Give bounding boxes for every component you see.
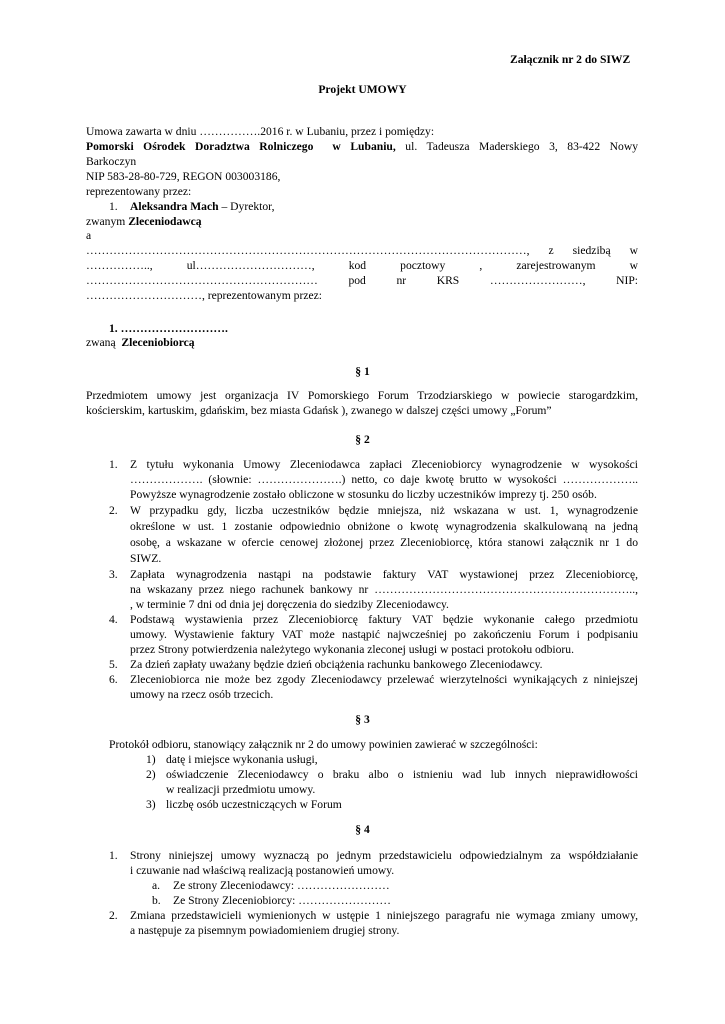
s2-item-1-line-3: Powyższe wynagrodzenie zostało obliczone w stosunku do liczby uczestników imprezy tj. 250 osób. [130,488,597,501]
s3-item-2-line-1: oświadczenie Zleceniodawcy o braku albo o istnieniu wad lub innych nieprawidłowości [166,768,638,781]
s2-item-3-line-2: na wskazany przez niego rachunek bankowy nr ………………………………………………………….., [130,583,638,596]
s2-item-5-line-1: Za dzień zapłaty uważany będzie dzień obciążenia rachunku bankowego Zleceniodawcy. [130,658,543,671]
contractor-rep-line: 1. ………………………. [109,322,228,335]
document-title: Projekt UMOWY [318,83,407,96]
client-rep-number: 1. [109,200,118,213]
called-prefix: zwanym [86,215,126,228]
s4-item-2-number: 2. [109,909,118,922]
s4-sub-b: Ze Strony Zleceniobiorcy: …………………… [173,894,391,907]
contractor-line-3: …………………………………………………… pod nr KRS ……………………, NIP: [86,274,638,287]
s2-item-1-line-1: Z tytułu wykonania Umowy Zleceniodawca zapłaci Zleceniobiorcy wynagrodzenie w wysokości [130,458,638,471]
s2-item-1-number: 1. [109,458,118,471]
section-1-line-2: kościerskim, kartuskim, gdańskim, bez miasta Gdańsk ), zwanego w dalszej części umowy „Forum” [86,404,552,417]
s4-sub-a: Ze strony Zleceniodawcy: …………………… [173,879,390,892]
s2-item-2-line-4: SIWZ. [130,552,162,565]
section-1-heading: § 1 [355,365,370,378]
s2-item-3-line-1: Zapłata wynagrodzenia nastąpi na podstawie faktury VAT wystawionej przez Zleceniobiorcę, [130,568,638,581]
client-org-name: Pomorski Ośrodek Doradztwa Rolniczego [86,140,314,153]
s4-item-1-number: 1. [109,849,118,862]
s2-item-4-number: 4. [109,613,118,626]
section-4-heading: § 4 [355,823,370,836]
s2-item-2-line-1: W przypadku gdy, liczba uczestników będzie mniejsza, niż wskazana w ust. 1, wynagrodzenie [130,504,638,517]
client-org-address: ul. Tadeusza Maderskiego 3, 83-422 Nowy [405,140,638,153]
client-org-city: w Lubaniu, [332,140,396,153]
s2-item-2-line-2: określone w ust. 1 zostanie odpowiednio obniżone o kwotę wynagrodzenia skalkulowaną na jedną [130,520,638,533]
s2-item-3-number: 3. [109,568,118,581]
s3-item-3-number: 3) [146,798,156,811]
s2-item-5-number: 5. [109,658,118,671]
intro-line: Umowa zawarta w dniu …………….2016 r. w Lubaniu, przez i pomiędzy: [86,125,435,138]
s3-item-3-line-1: liczbę osób uczestniczących w Forum [166,798,342,811]
attachment-label: Załącznik nr 2 do SIWZ [510,53,631,66]
s2-item-6-line-2: umowy na rzecz osób trzecich. [130,688,274,701]
s2-item-4-line-3: przez Strony potwierdzenia należytego wykonania zleconej usługi w postaci protokołu odbioru. [130,643,574,656]
s4-item-1-line-2: i czuwanie nad właściwą realizacją postanowień umowy. [130,864,395,877]
client-nip-regon: NIP 583-28-80-729, REGON 003003186, [86,170,281,183]
s2-item-4-line-2: umowy. Wystawienie faktury VAT może nastąpić najwcześniej po zakończeniu Forum i podpisaniu [130,628,638,641]
s4-item-2-line-2: a następuje za pisemnym powiadomieniem drugiej strony. [130,924,400,937]
contractor-line-2: …………….., ul…………………………, kod pocztowy , zarejestrowanym w [86,259,638,272]
s2-item-1-line-2: ………………. (słownie: ………………….) netto, co daje kwotę brutto w wysokości ……………….. [130,473,638,486]
s4-sub-b-number: b. [152,894,161,907]
section-2-heading: § 2 [355,433,370,446]
client-name-line [86,139,638,154]
s4-item-2-line-1: Zmiana przedstawicieli wymienionych w ustępie 1 niniejszego paragrafu nie wymaga zmiany umowy, [130,909,638,922]
s3-item-2-line-2: w realizacji przedmiotu umowy. [166,783,316,796]
contractor-line-1: ……………………………………………………………………………………………………, z siedzibą w [86,244,638,257]
s2-item-2-line-3: osobę, a wskazane w ofercie cenowej złożonej przez Zleceniobiorcę, która stanowi załącznik nr 1 do [130,536,638,549]
s3-item-1-line-1: datę i miejsce wykonania usługi, [166,753,318,766]
client-rep-role: – Dyrektor, [221,200,275,213]
s4-sub-a-number: a. [152,879,161,892]
section-1-line-1: Przedmiotem umowy jest organizacja IV Pomorskiego Forum Trzodziarskiego w powiecie starogardzkim, [86,389,638,402]
client-rep-name: Aleksandra Mach [130,200,219,213]
contractor-called-line [86,335,195,350]
contractor-line-4: …………………………, reprezentowanym przez: [86,289,322,302]
s2-item-6-number: 6. [109,673,118,686]
section-3-heading: § 3 [355,713,370,726]
s4-item-1-line-1: Strony niniejszej umowy wyznaczą po jednym przedstawicielu odpowiedzialnym za współdziałanie [130,849,638,862]
s3-item-2-number: 2) [146,768,156,781]
called-prefix-2: zwaną [86,336,116,349]
s2-item-2-number: 2. [109,504,118,517]
s2-item-6-line-1: Zleceniobiorca nie może bez zgody Zleceniodawcy przelewać wierzytelności wynikających z niniejszej [130,673,638,686]
section-3-intro: Protokół odbioru, stanowiący załącznik nr 2 do umowy powinien zawierać w szczególności: [109,738,538,751]
client-rep-line [130,199,274,214]
s3-item-1-number: 1) [146,753,156,766]
client-represented-by: reprezentowany przez: [86,185,192,198]
client-role-name: Zleceniodawcą [128,215,202,228]
client-called-line [86,214,202,229]
client-address-cont: Barkoczyn [86,155,137,168]
s2-item-4-line-1: Podstawą wystawienia przez Zleceniobiorcę faktury VAT będzie wykonanie całego przedmiotu [130,613,638,626]
and-conjunction: a [86,229,92,242]
contractor-role-name: Zleceniobiorcą [121,336,195,349]
s2-item-3-line-3: , w terminie 7 dni od dnia jej doręczenia do siedziby Zleceniodawcy. [130,598,449,611]
